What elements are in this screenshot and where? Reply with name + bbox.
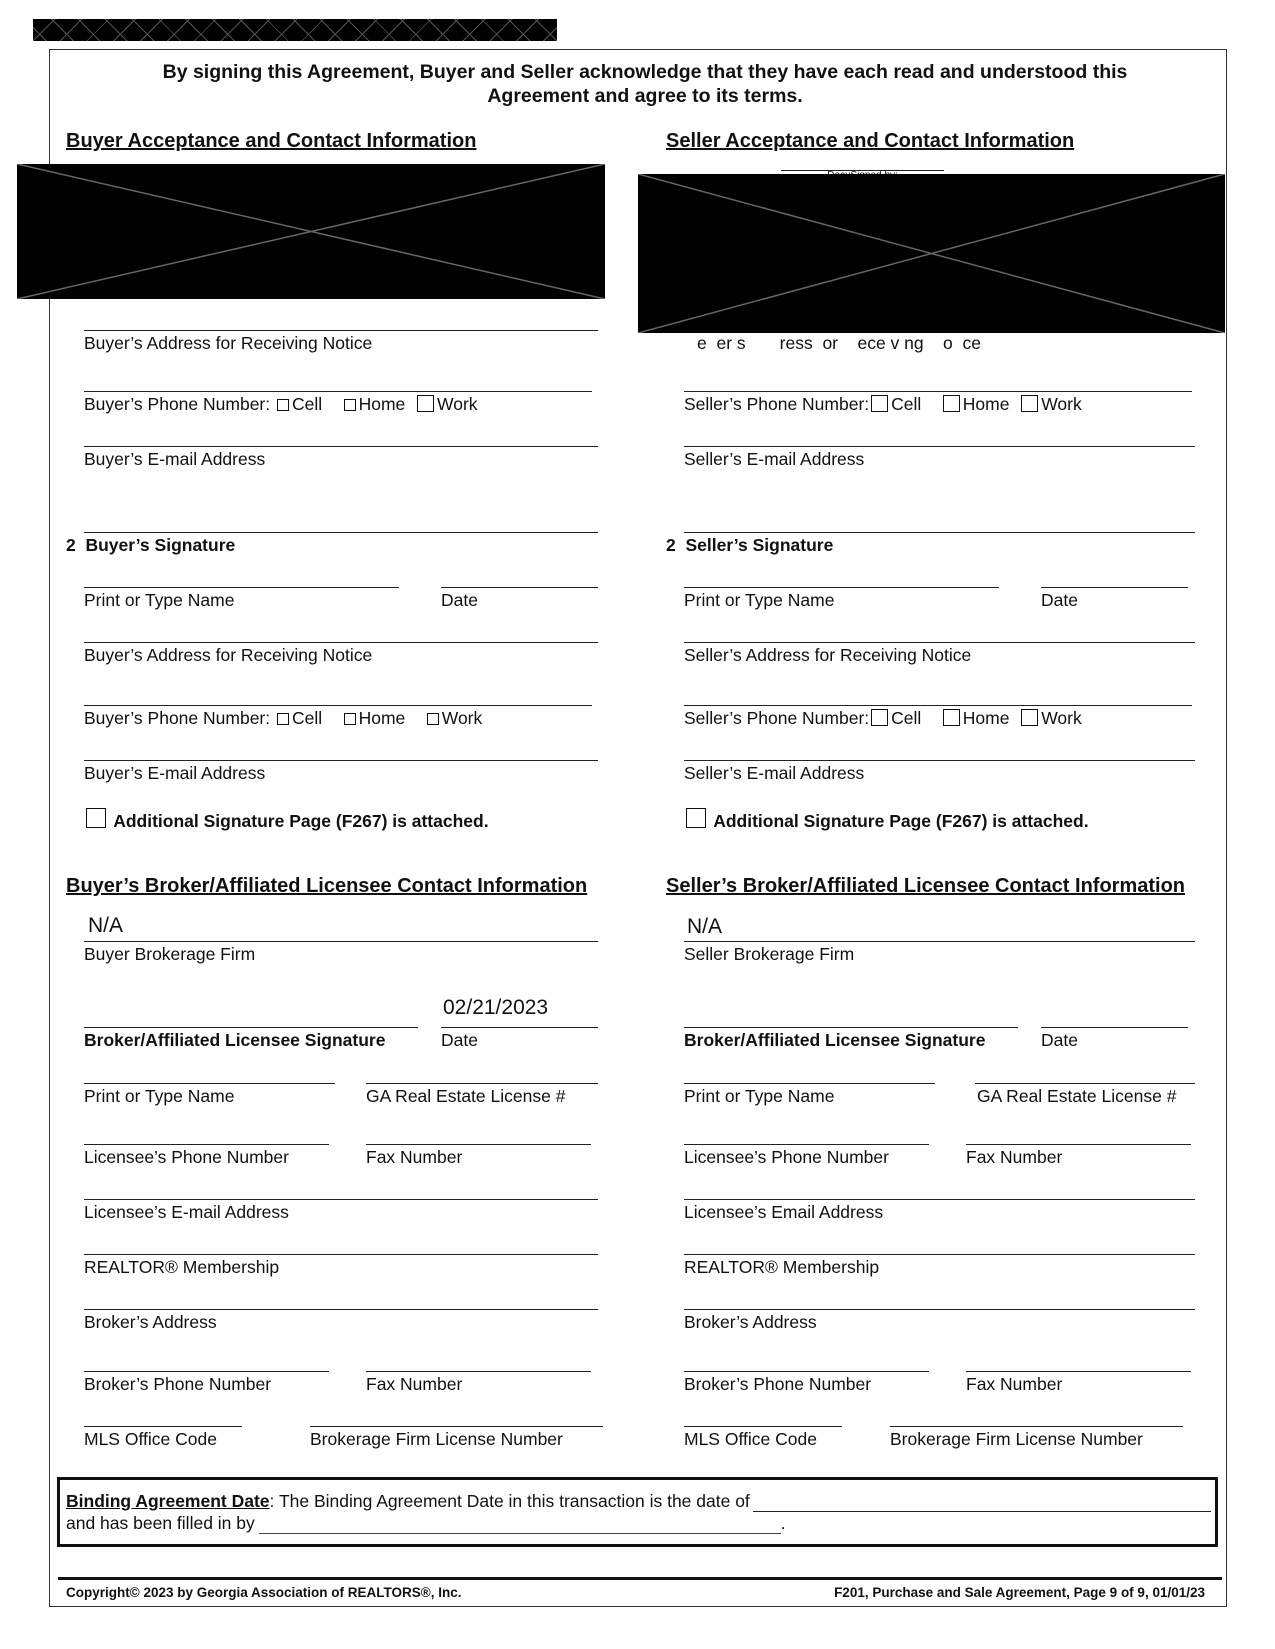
buyer-broker-header: Buyer’s Broker/Affiliated Licensee Contact Information [66,875,588,897]
binding-date-field[interactable] [753,1493,1211,1512]
buyer-address-label: Buyer’s Address for Receiving Notice [84,333,373,353]
seller-additional-page-row [684,808,1089,832]
seller-realtor-line[interactable] [684,1254,1195,1255]
buyer2-email-line[interactable] [84,760,598,761]
seller-broker-name-label: Print or Type Name [684,1086,835,1106]
seller2-date-label: Date [1041,590,1078,610]
footer-rule [58,1577,1222,1580]
seller2-phone-row [684,708,1082,729]
seller-broker-address-line[interactable] [684,1309,1195,1310]
buyer2-work-checkbox[interactable] [427,713,439,725]
seller2-phone-label: Seller’s Phone Number: [684,708,870,728]
buyer-realtor-label: REALTOR® Membership [84,1257,280,1277]
buyer-phone-row [84,394,478,415]
buyer-broker-date-line[interactable] [441,1027,598,1028]
seller2-name-label: Print or Type Name [684,590,835,610]
buyer-mls-label: MLS Office Code [84,1429,217,1449]
buyer-licensee-fax-label: Fax Number [366,1147,463,1167]
seller-acceptance-header: Seller Acceptance and Contact Information [666,130,1075,152]
work-option-label: Work [437,394,478,414]
buyer-additional-page-row [84,808,489,832]
seller-firm-license-line[interactable] [890,1426,1183,1427]
buyer2-date-label: Date [441,590,478,610]
seller-broker-fax-line[interactable] [966,1371,1191,1372]
seller-mls-line[interactable] [684,1426,842,1427]
buyer-broker-signature-line[interactable] [84,1027,418,1028]
buyer-broker-phone-line[interactable] [84,1371,329,1372]
home-option-label: Home [962,394,1010,414]
seller-address-label-partial: e er s ress or ece v ng o ce [697,333,981,353]
seller2-email-line[interactable] [684,760,1195,761]
buyer2-cell-checkbox[interactable] [277,713,289,725]
seller-licensee-fax-line[interactable] [966,1144,1191,1145]
buyer-additional-page-label: Additional Signature Page (F267) is attached. [113,811,489,831]
seller2-address-line[interactable] [684,642,1195,643]
seller-licensee-phone-line[interactable] [684,1144,929,1145]
buyer-additional-page-checkbox[interactable] [86,808,106,828]
buyer2-phone-row [84,708,482,729]
seller-licensee-email-line[interactable] [684,1199,1195,1200]
seller-additional-page-checkbox[interactable] [686,808,706,828]
seller-broker-license-label: GA Real Estate License # [977,1086,1177,1106]
seller2-cell-checkbox[interactable] [871,709,888,726]
seller2-signature-label: 2 Seller’s Signature [666,535,834,555]
seller-brokerage-firm-label: Seller Brokerage Firm [684,944,855,964]
seller-broker-signature-line[interactable] [684,1027,1018,1028]
redacted-header-strip [33,19,557,41]
footer-form-info: F201, Purchase and Sale Agreement, Page 9 of 9, 01/01/23 [834,1585,1205,1600]
cell-option-label: Cell [292,708,323,728]
buyer-home-checkbox[interactable] [344,399,356,411]
buyer2-signature-label: 2 Buyer’s Signature [66,535,236,555]
buyer2-name-line[interactable] [84,587,399,588]
buyer2-email-label: Buyer’s E-mail Address [84,763,266,783]
binding-agreement-title: Binding Agreement Date [66,1491,270,1511]
work-option-label: Work [1041,708,1082,728]
buyer-phone-label: Buyer’s Phone Number: [84,394,271,414]
binding-text-1: : The Binding Agreement Date in this transaction is the date of [269,1491,750,1511]
seller2-address-label: Seller’s Address for Receiving Notice [684,645,972,665]
cell-option-label: Cell [292,394,323,414]
seller-licensee-email-label: Licensee’s Email Address [684,1202,884,1222]
buyer-acceptance-header: Buyer Acceptance and Contact Information [66,130,477,152]
buyer-email-label: Buyer’s E-mail Address [84,449,266,469]
seller2-name-line[interactable] [684,587,999,588]
buyer2-date-line[interactable] [441,587,598,588]
buyer-cell-checkbox[interactable] [277,399,289,411]
buyer-brokerage-firm-label: Buyer Brokerage Firm [84,944,256,964]
buyer-licensee-email-line[interactable] [84,1199,598,1200]
buyer-broker-address-line[interactable] [84,1309,598,1310]
buyer-email-line[interactable] [84,446,598,447]
seller-licensee-fax-label: Fax Number [966,1147,1063,1167]
binding-text-2: and has been filled in by [66,1513,255,1533]
seller2-date-line[interactable] [1041,587,1188,588]
buyer-firm-license-label: Brokerage Firm License Number [310,1429,563,1449]
buyer-realtor-line[interactable] [84,1254,598,1255]
cell-option-label: Cell [891,708,922,728]
buyer2-address-label: Buyer’s Address for Receiving Notice [84,645,373,665]
buyer2-phone-line[interactable] [84,705,592,706]
buyer-licensee-phone-line[interactable] [84,1144,329,1145]
seller-brokerage-firm-line[interactable] [684,941,1195,942]
buyer-broker-phone-label: Broker’s Phone Number [84,1374,272,1394]
buyer-licensee-email-label: Licensee’s E-mail Address [84,1202,289,1222]
buyer-mls-line[interactable] [84,1426,242,1427]
home-option-label: Home [358,394,406,414]
buyer-broker-address-label: Broker’s Address [84,1312,217,1332]
seller-broker-license-line[interactable] [975,1083,1195,1084]
buyer-broker-date-label: Date [441,1030,478,1050]
seller-home-checkbox[interactable] [943,395,960,412]
seller-phone-row [684,394,1082,415]
seller2-work-checkbox[interactable] [1021,709,1038,726]
buyer-work-checkbox[interactable] [417,395,434,412]
seller-broker-signature-label: Broker/Affiliated Licensee Signature [684,1030,986,1050]
seller2-email-label: Seller’s E-mail Address [684,763,865,783]
seller-broker-name-line[interactable] [684,1083,935,1084]
buyer-broker-date-value[interactable]: 02/21/2023 [443,996,549,1019]
work-option-label: Work [441,708,483,728]
seller-brokerage-firm-value[interactable]: N/A [687,915,723,938]
redacted-buyer-signature [17,164,605,299]
home-option-label: Home [358,708,406,728]
seller-cell-checkbox[interactable] [871,395,888,412]
binding-period: . [780,1513,786,1533]
seller-realtor-label: REALTOR® Membership [684,1257,880,1277]
seller-phone-line[interactable] [684,391,1192,392]
buyer-broker-signature-label: Broker/Affiliated Licensee Signature [84,1030,386,1050]
seller-broker-fax-label: Fax Number [966,1374,1063,1394]
seller-broker-address-label: Broker’s Address [684,1312,817,1332]
buyer-licensee-fax-line[interactable] [366,1144,591,1145]
seller2-signature-line[interactable] [684,532,1195,533]
buyer-licensee-phone-label: Licensee’s Phone Number [84,1147,289,1167]
seller-additional-page-label: Additional Signature Page (F267) is attached. [713,811,1089,831]
seller-broker-date-label: Date [1041,1030,1078,1050]
seller-licensee-phone-label: Licensee’s Phone Number [684,1147,889,1167]
binding-agreement-text [66,1490,1211,1534]
seller2-phone-line[interactable] [684,705,1192,706]
buyer-brokerage-firm-line[interactable] [84,941,598,942]
seller-broker-header: Seller’s Broker/Affiliated Licensee Contact Information [666,875,1186,897]
seller-phone-label: Seller’s Phone Number: [684,394,870,414]
buyer-broker-name-line[interactable] [84,1083,335,1084]
buyer-broker-fax-label: Fax Number [366,1374,463,1394]
home-option-label: Home [962,708,1010,728]
buyer-phone-line[interactable] [84,391,592,392]
buyer-firm-license-line[interactable] [310,1426,603,1427]
seller-email-label: Seller’s E-mail Address [684,449,865,469]
buyer-broker-name-label: Print or Type Name [84,1086,235,1106]
buyer2-home-checkbox[interactable] [344,713,356,725]
cell-option-label: Cell [891,394,922,414]
buyer-broker-license-label: GA Real Estate License # [366,1086,566,1106]
seller-firm-license-label: Brokerage Firm License Number [890,1429,1143,1449]
buyer2-phone-label: Buyer’s Phone Number: [84,708,271,728]
seller-email-line[interactable] [684,446,1195,447]
work-option-label: Work [1041,394,1082,414]
buyer-broker-license-line[interactable] [366,1083,598,1084]
buyer-brokerage-firm-value[interactable]: N/A [88,914,124,937]
seller-work-checkbox[interactable] [1021,395,1038,412]
binding-filled-by-field[interactable] [259,1515,781,1534]
buyer2-signature-line[interactable] [84,532,598,533]
buyer2-name-label: Print or Type Name [84,590,235,610]
footer-copyright: Copyright© 2023 by Georgia Association of REALTORS®, Inc. [66,1585,462,1600]
intro-statement: By signing this Agreement, Buyer and Seller acknowledge that they have each read and understood this Agreement and agree to its terms. [162,61,1128,107]
seller-mls-label: MLS Office Code [684,1429,817,1449]
redacted-seller-signature [638,174,1225,333]
seller-broker-phone-line[interactable] [684,1371,929,1372]
buyer-address-line[interactable] [84,330,598,331]
seller-broker-phone-label: Broker’s Phone Number [684,1374,872,1394]
buyer-broker-fax-line[interactable] [366,1371,591,1372]
buyer2-address-line[interactable] [84,642,598,643]
seller2-home-checkbox[interactable] [943,709,960,726]
seller-broker-date-line[interactable] [1041,1027,1188,1028]
